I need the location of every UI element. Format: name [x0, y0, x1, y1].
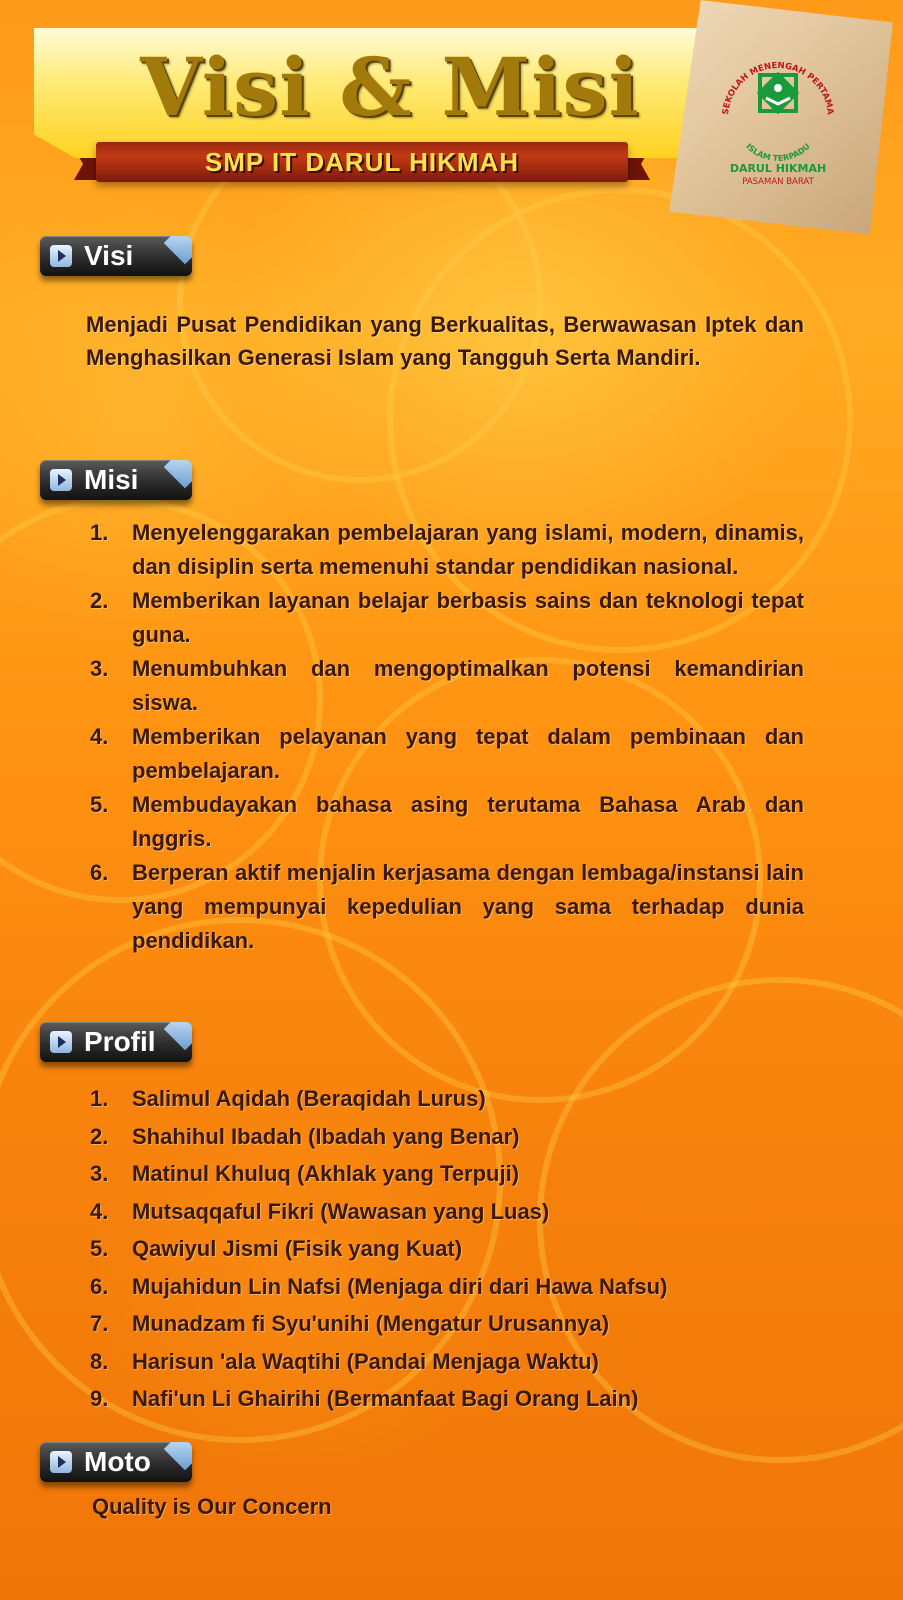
list-item: 4. Memberikan pelayanan yang tepat dalam pembinaan dan pembelajaran.: [90, 724, 804, 783]
section-tab-visi: [40, 236, 192, 276]
list-item: 6. Mujahidun Lin Nafsi (Menjaga diri dari Hawa Nafsu): [90, 1273, 668, 1299]
profil-list: [90, 1080, 820, 1418]
logo-location: PASAMAN BARAT: [742, 177, 814, 187]
corner-tag-icon: [164, 1022, 192, 1050]
section-label-profil: Profil: [84, 1026, 156, 1057]
corner-tag-icon: [164, 236, 192, 264]
page-title: Visi & Misi: [140, 40, 640, 134]
section-label-visi: Visi: [84, 240, 134, 271]
section-label-moto: Moto: [84, 1446, 151, 1477]
list-item: 2. Memberikan layanan belajar berbasis sains dan teknologi tepat guna.: [90, 588, 804, 647]
section-tab-misi: [40, 460, 192, 500]
section-label-misi: Misi: [84, 464, 139, 495]
moto-text: Quality is Our Concern: [92, 1494, 332, 1519]
logo-star-icon: [757, 72, 799, 114]
play-icon: [50, 1031, 72, 1053]
list-item: 2. Shahihul Ibadah (Ibadah yang Benar): [90, 1123, 520, 1149]
school-name: SMP IT DARUL HIKMAH: [204, 147, 520, 177]
logo-name: DARUL HIKMAH: [729, 162, 827, 175]
play-icon: [50, 1451, 72, 1473]
list-item: 3. Matinul Khuluq (Akhlak yang Terpuji): [90, 1161, 520, 1186]
list-item: 1. Menyelenggarakan pembelajaran yang islami, modern, dinamis, dan disiplin serta memenuhi standar pendidikan nasional.: [90, 520, 804, 579]
list-item: 1. Salimul Aqidah (Beraqidah Lurus): [90, 1086, 486, 1111]
list-item: 5. Qawiyul Jismi (Fisik yang Kuat): [90, 1236, 463, 1261]
corner-tag-icon: [164, 1442, 192, 1470]
school-logo: [708, 48, 848, 198]
logo-arc-text: SEKOLAH MENENGAH PERTAMA: [721, 60, 835, 116]
list-item: 5. Membudayakan bahasa asing terutama Bahasa Arab dan Inggris.: [90, 792, 804, 851]
svg-text:ISLAM TERPADU: [744, 142, 812, 163]
misi-list: [90, 516, 804, 958]
list-item: 4. Mutsaqqaful Fikri (Wawasan yang Luas): [90, 1198, 550, 1224]
section-tab-moto: [40, 1442, 192, 1482]
list-item: 3. Menumbuhkan dan mengoptimalkan potensi kemandirian siswa.: [90, 656, 804, 715]
list-item: 8. Harisun 'ala Waqtihi (Pandai Menjaga Waktu): [90, 1348, 599, 1374]
subtitle-ribbon: [96, 142, 628, 182]
logo-lower-text: ISLAM TERPADU: [744, 141, 812, 163]
visi-text: Menjadi Pusat Pendidikan yang Berkualitas, Berwawasan Iptek dan Menghasilkan Generasi Islam yang Tangguh Serta Mandiri.: [86, 312, 804, 370]
list-item: 9. Nafi'un Li Ghairihi (Bermanfaat Bagi Orang Lain): [90, 1386, 639, 1411]
section-tab-profil: [40, 1022, 192, 1062]
play-icon: [50, 245, 72, 267]
corner-tag-icon: [164, 460, 192, 488]
play-icon: [50, 469, 72, 491]
list-item: 7. Munadzam fi Syu'unihi (Mengatur Urusannya): [90, 1311, 610, 1336]
list-item: 6. Berperan aktif menjalin kerjasama dengan lembaga/instansi lain yang mempunyai kepedulian yang sama terhadap dunia pendidikan.: [90, 860, 804, 953]
